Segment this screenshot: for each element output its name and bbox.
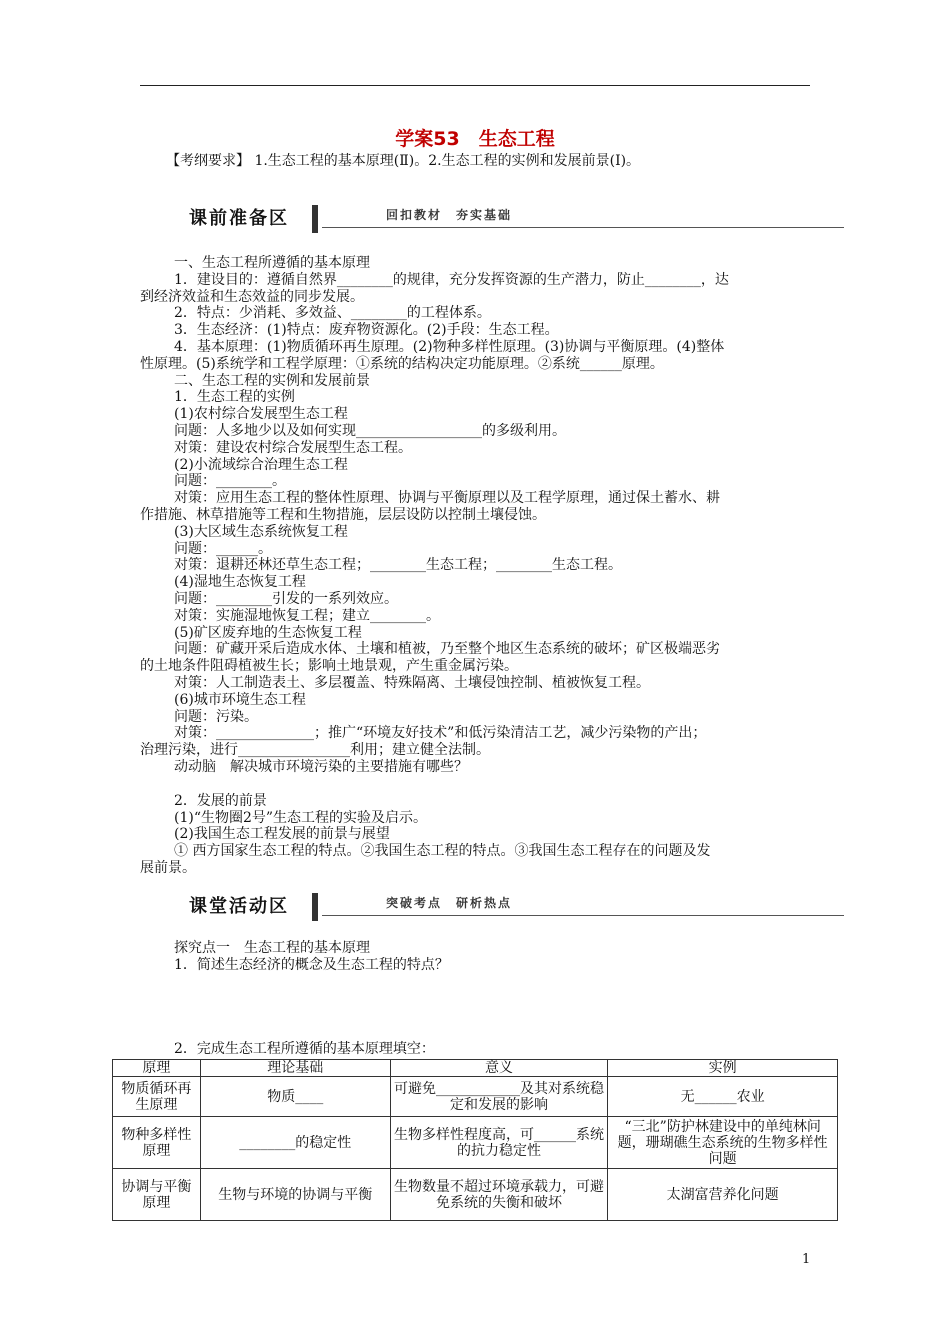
classroom-content [140, 940, 812, 974]
page-number: 1 [802, 1252, 811, 1267]
table-cell: 无______农业 [608, 1077, 838, 1117]
text-line: (2)小流域综合治理生态工程 [174, 456, 348, 473]
text-line: 对策：实施湿地恢复工程；建立________。 [174, 607, 440, 624]
text-line: (5)矿区废弃地的生态恢复工程 [174, 624, 362, 641]
section-bar [312, 205, 318, 233]
table-row [113, 1169, 838, 1221]
text-line: 2．发展的前景 [174, 792, 267, 809]
text-line: 问题：______。 [174, 540, 272, 557]
text-line: 一、生态工程所遵循的基本原理 [174, 255, 370, 271]
text-line: (4)湿地生态恢复工程 [174, 574, 306, 591]
text-line: 1．生态工程的实例 [174, 389, 295, 406]
table-cell: ________的稳定性 [200, 1117, 390, 1169]
text-line: 3．生态经济：(1)特点：废弃物资源化。(2)手段：生态工程。 [174, 322, 559, 339]
text-line: (1)农村综合发展型生态工程 [174, 406, 348, 423]
text-line: (2)我国生态工程发展的前景与展望 [174, 826, 390, 843]
text-line: 问题：矿藏开采后造成水体、土壤和植被，乃至整个地区生态系统的破坏；矿区极端恶劣 [174, 641, 720, 658]
text-line: 问题：________。 [174, 473, 286, 490]
section-tag: 课堂活动区 [189, 896, 289, 917]
section-line [322, 915, 844, 916]
table-cell: 物质____ [200, 1077, 390, 1117]
header-rule [140, 85, 810, 86]
text-line: 二、生态工程的实例和发展前景 [174, 372, 370, 389]
text-line: 展前景。 [140, 859, 196, 876]
section-tag: 课前准备区 [189, 208, 289, 229]
table-cell: 生物多样性程度高，可______系统的抗力稳定性 [390, 1117, 608, 1169]
text-line: (1)“生物圈2号”生态工程的实验及启示。 [174, 809, 428, 826]
text-line: 问题：污染。 [174, 708, 258, 725]
inquiry-heading: 探究点一 生态工程的基本原理 [174, 940, 370, 956]
table-cell: 物质循环再生原理 [113, 1077, 201, 1117]
text-line: 对策：应用生态工程的整体性原理、协调与平衡原理以及工程学原理，通过保土蓄水、耕 [174, 490, 720, 507]
column-header: 原理 [113, 1060, 201, 1077]
table-cell: 生物与环境的协调与平衡 [200, 1169, 390, 1221]
text-line: 问题：人多地少以及如何实现__________________的多级利用。 [174, 422, 566, 439]
section-subtitle: 回扣教材 夯实基础 [386, 208, 513, 222]
table-cell: 可避免____________及其对系统稳定和发展的影响 [390, 1077, 608, 1117]
text-line: 4．基本原理：(1)物质循环再生原理。(2)物种多样性原理。(3)协调与平衡原理。(4)整体 [174, 338, 725, 355]
text-line: ① 西方国家生态工程的特点。②我国生态工程的特点。③我国生态工程存在的问题及发 [174, 843, 711, 860]
text-line: 对策：退耕还林还草生态工程；________生态工程；________生态工程。 [174, 557, 622, 574]
table-row [113, 1077, 838, 1117]
section-header-preclass [172, 203, 844, 233]
text-line: 对策：______________；推广“环境友好技术”和低污染清洁工艺，减少污染物的产出； [174, 725, 707, 742]
table-cell: 协调与平衡原理 [113, 1169, 201, 1221]
think-question: 动动脑 解决城市环境污染的主要措施有哪些？ [174, 758, 468, 775]
table-cell: 生物数量不超过环境承载力，可避免系统的失衡和破坏 [390, 1169, 608, 1221]
table-cell: 物种多样性原理 [113, 1117, 201, 1169]
section-header-classroom [172, 891, 844, 921]
syllabus-requirements: 【考纲要求】 1.生态工程的基本原理(Ⅱ)。2.生态工程的实例和发展前景(Ⅰ)。 [166, 153, 641, 169]
text-line: 对策：建设农村综合发展型生态工程。 [174, 439, 412, 456]
page-title: 学案53 生态工程 [395, 128, 555, 150]
column-header: 意义 [390, 1060, 608, 1077]
table-row [113, 1117, 838, 1169]
principles-table [112, 1059, 838, 1221]
text-line: 1．建设目的：遵循自然界________的规律，充分发挥资源的生产潜力，防止________，达 [174, 271, 729, 288]
section-subtitle: 突破考点 研析热点 [386, 896, 513, 910]
classroom-content-2 [140, 1041, 812, 1058]
preclass-content [140, 255, 812, 877]
question-1: 1．简述生态经济的概念及生态工程的特点？ [174, 956, 449, 973]
table-cell: “三北”防护林建设中的单纯林问题，珊瑚礁生态系统的生物多样性问题 [608, 1117, 838, 1169]
text-line: 作措施、林草措施等工程和生物措施，层层设防以控制土壤侵蚀。 [140, 506, 546, 523]
text-line: 2．特点：少消耗、多效益、________的工程体系。 [174, 305, 491, 322]
table-cell: 太湖富营养化问题 [608, 1169, 838, 1221]
text-line: (3)大区域生态系统恢复工程 [174, 523, 348, 540]
text-line: 问题：________引发的一系列效应。 [174, 590, 398, 607]
table-header-row [113, 1060, 838, 1077]
text-line: 治理污染，进行________________利用；建立健全法制。 [140, 742, 490, 759]
text-line: 对策：人工制造表土、多层覆盖、特殊隔离、土壤侵蚀控制、植被恢复工程。 [174, 674, 650, 691]
section-bar [312, 893, 318, 921]
text-line: 的土地条件阻碍植被生长；影响土地景观，产生重金属污染。 [140, 658, 518, 675]
text-line: 性原理。(5)系统学和工程学原理：①系统的结构决定功能原理。②系统______原理。 [140, 355, 664, 372]
text-line: 到经济效益和生态效益的同步发展。 [140, 288, 364, 305]
section-line [322, 227, 844, 228]
text-line: (6)城市环境生态工程 [174, 691, 306, 708]
question-2: 2．完成生态工程所遵循的基本原理填空： [174, 1041, 435, 1057]
column-header: 理论基础 [200, 1060, 390, 1077]
column-header: 实例 [608, 1060, 838, 1077]
